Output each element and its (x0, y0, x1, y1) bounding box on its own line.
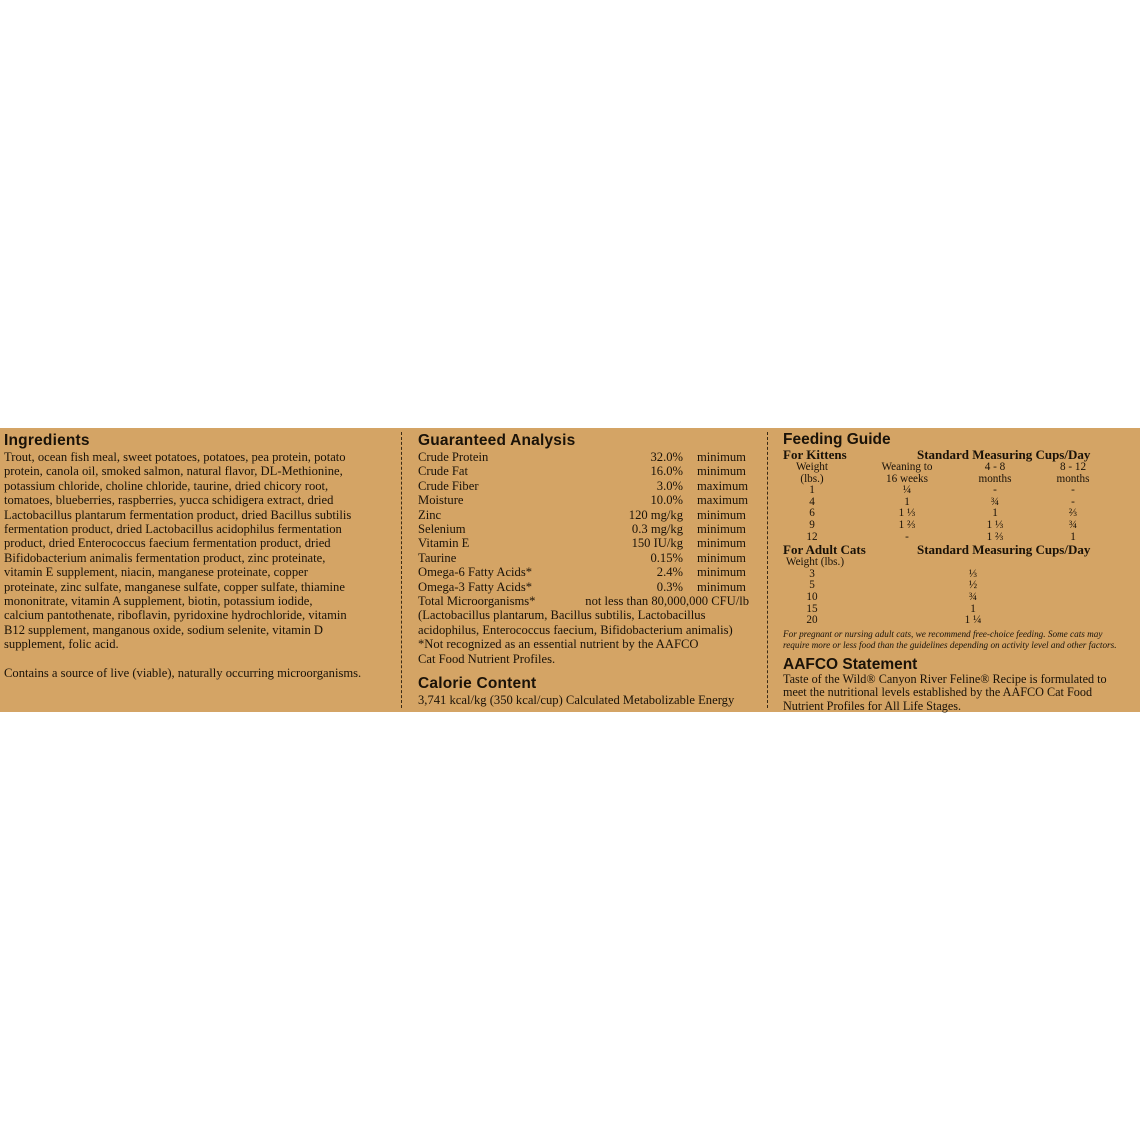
ingredients-line: product, dried Enterococcus faecium fermentation product, dried (4, 536, 331, 551)
calorie-content-title: Calorie Content (418, 674, 537, 692)
header-cell: months (1056, 472, 1090, 485)
table-row (783, 497, 1133, 509)
ingredients-line: calcium pantothenate, riboflavin, pyridoxine hydrochloride, vitamin (4, 608, 347, 623)
ingredients-line: B12 supplement, manganous oxide, sodium selenite, vitamin D (4, 622, 324, 637)
kitten-table-header (783, 462, 1133, 474)
analysis-qualifier: minimum (697, 450, 746, 464)
aafco-line: Nutrient Profiles for All Life Stages. (783, 698, 962, 713)
header-cell: Weaning to (881, 461, 933, 473)
ingredients-section (4, 432, 394, 680)
analysis-value: not less than 80,000,000 CFU/lb (585, 593, 749, 608)
analysis-value: 120 mg/kg (628, 507, 683, 522)
table-row (783, 580, 1133, 592)
table-cell: ¾ (990, 495, 1000, 508)
microorganism-note-line: (Lactobacillus plantarum, Bacillus subtilis, Lactobacillus (418, 608, 706, 623)
analysis-row (418, 565, 753, 579)
feeding-guide-title: Feeding Guide (783, 431, 891, 448)
analysis-qualifier: minimum (697, 550, 746, 565)
analysis-value: 0.3% (656, 579, 683, 594)
analysis-name: Omega-6 Fatty Acids* (418, 565, 533, 580)
table-row (783, 615, 1133, 627)
analysis-row (418, 464, 753, 478)
table-cell: - (1071, 495, 1075, 508)
feeding-guide-section (783, 432, 1133, 713)
ingredients-line: potassium chloride, choline chloride, taurine, dried chicory root, (4, 478, 329, 493)
analysis-qualifier: maximum (697, 493, 749, 508)
analysis-row (418, 479, 753, 493)
table-row (783, 520, 1133, 532)
analysis-name: Crude Fiber (418, 478, 479, 493)
table-cell: 4 (809, 495, 815, 508)
analysis-row (418, 551, 753, 565)
table-row (783, 569, 1133, 581)
kitten-table-header (783, 474, 1133, 486)
analysis-value: 0.3 mg/kg (631, 521, 683, 536)
table-cell: - (905, 530, 909, 543)
ingredients-line: fermentation product, dried Lactobacillus acidophilus fermentation (4, 522, 342, 537)
analysis-name: Selenium (418, 521, 466, 536)
calorie-content-text: 3,741 kcal/kg (350 kcal/cup) Calculated Metabolizable Energy (418, 692, 735, 707)
ingredients-list (4, 450, 394, 652)
total-microorganisms-row (418, 594, 753, 608)
adult-cups-per-day-label: Standard Measuring Cups/Day (917, 542, 1091, 558)
header-cell: 16 weeks (886, 472, 928, 485)
ingredients-line: Trout, ocean fish meal, sweet potatoes, potatoes, pea protein, potato (4, 450, 346, 464)
table-row (783, 485, 1133, 497)
ingredients-line: supplement, folic acid. (4, 637, 119, 652)
analysis-name: Moisture (418, 493, 464, 508)
analysis-name: Omega-3 Fatty Acids* (418, 579, 533, 594)
table-cell: 1 (1070, 530, 1076, 543)
adult-cats-label: For Adult Cats (783, 542, 866, 558)
table-cell: ¼ (902, 484, 912, 497)
ingredients-line: vitamin E supplement, niacin, manganese proteinate, copper (4, 565, 308, 580)
analysis-value: 2.4% (656, 565, 683, 580)
adult-cats-header (783, 543, 1133, 557)
table-cell: 1 ⅔ (986, 530, 1004, 543)
analysis-value: 150 IU/kg (631, 536, 683, 551)
analysis-qualifier: minimum (697, 536, 746, 551)
table-cell: 1 ⅓ (986, 518, 1004, 531)
analysis-table (418, 450, 753, 608)
feeding-note-line: For pregnant or nursing adult cats, we recommend free-choice feeding. Some cats may (783, 628, 1103, 639)
table-cell: 5 (809, 579, 815, 592)
table-cell: 1 (809, 484, 815, 497)
analysis-qualifier: minimum (697, 579, 746, 594)
guaranteed-analysis-title: Guaranteed Analysis (418, 432, 576, 449)
table-cell: 1 ⅓ (898, 507, 916, 520)
kitten-table (783, 462, 1133, 543)
table-cell: ⅔ (1068, 507, 1078, 520)
ingredients-line: proteinate, zinc sulfate, manganese sulfate, copper sulfate, thiamine (4, 579, 345, 594)
analysis-value: 10.0% (650, 493, 683, 508)
header-cell: (lbs.) (800, 472, 824, 485)
aafco-line: Taste of the Wild® Canyon River Feline® Recipe is formulated to (783, 671, 1107, 686)
aafco-statement-title: AAFCO Statement (783, 655, 918, 673)
aafco-line: meet the nutritional levels established by the AAFCO Cat Food (783, 685, 1093, 700)
header-cell: 8 - 12 (1059, 461, 1087, 473)
analysis-qualifier: minimum (697, 521, 746, 536)
analysis-row (418, 450, 753, 464)
analysis-name: Zinc (418, 507, 442, 522)
ingredients-line: Bifidobacterium animalis fermentation product, zinc proteinate, (4, 550, 326, 565)
ingredients-line: tomatoes, blueberries, raspberries, yucca schidigera extract, dried (4, 493, 334, 508)
header-cell: Weight (lbs.) (785, 556, 845, 569)
analysis-value: 32.0% (650, 450, 683, 464)
analysis-name: Total Microorganisms* (418, 593, 536, 608)
aafco-statement-text (783, 673, 1133, 713)
analysis-name: Crude Protein (418, 450, 489, 464)
analysis-value: 0.15% (650, 550, 683, 565)
table-row (783, 592, 1133, 604)
ingredients-title: Ingredients (4, 432, 90, 449)
analysis-row (418, 508, 753, 522)
feeding-note-line: require more or less food than the guidelines depending on activity level and other factors. (783, 639, 1117, 650)
ingredients-line: protein, canola oil, smoked salmon, natural flavor, DL-Methionine, (4, 464, 343, 479)
table-cell: 1 ¼ (964, 614, 982, 627)
table-row (783, 508, 1133, 520)
column-divider-right (767, 432, 768, 708)
ingredients-line: Lactobacillus plantarum fermentation product, dried Bacillus subtilis (4, 507, 352, 522)
analysis-qualifier: minimum (697, 464, 746, 479)
table-cell: 1 (904, 495, 910, 508)
table-cell: 3 (809, 567, 815, 580)
analysis-row (418, 580, 753, 594)
analysis-name: Vitamin E (418, 536, 470, 551)
table-cell: ½ (968, 579, 978, 592)
analysis-row (418, 522, 753, 536)
analysis-qualifier: minimum (697, 565, 746, 580)
header-cell: months (978, 472, 1012, 485)
table-cell: 10 (806, 590, 818, 603)
table-cell: 20 (806, 614, 818, 627)
table-cell: 9 (809, 518, 815, 531)
table-cell: - (1071, 484, 1075, 497)
table-cell: - (993, 484, 997, 497)
table-cell: 15 (806, 602, 818, 615)
analysis-row (418, 536, 753, 550)
table-cell: ⅓ (968, 567, 978, 580)
column-divider-left (401, 432, 402, 708)
adult-table-header (783, 557, 1133, 569)
microorganism-notes (418, 608, 753, 666)
kittens-header (783, 448, 1133, 462)
microorganism-note-line: Cat Food Nutrient Profiles. (418, 651, 556, 666)
table-cell: 6 (809, 507, 815, 520)
header-cell: 4 - 8 (984, 461, 1006, 473)
microorganism-note-line: *Not recognized as an essential nutrient by the AAFCO (418, 637, 699, 652)
table-cell: ¾ (968, 590, 978, 603)
analysis-value: 3.0% (656, 478, 683, 493)
table-cell: 1 (992, 507, 998, 520)
analysis-qualifier: maximum (697, 478, 749, 493)
kittens-label: For Kittens (783, 447, 847, 462)
analysis-name: Crude Fat (418, 464, 469, 479)
ingredients-line: mononitrate, vitamin A supplement, biotin, potassium iodide, (4, 594, 313, 609)
guaranteed-analysis-section (418, 432, 753, 707)
header-cell: Weight (795, 461, 829, 473)
microorganism-note-line: acidophilus, Enterococcus faecium, Bifidobacterium animalis) (418, 622, 733, 637)
analysis-qualifier: minimum (697, 507, 746, 522)
analysis-name: Taurine (418, 550, 457, 565)
table-row (783, 604, 1133, 616)
analysis-value: 16.0% (650, 464, 683, 479)
table-cell: ¾ (1068, 518, 1078, 531)
analysis-row (418, 493, 753, 507)
table-cell: 1 (970, 602, 976, 615)
table-cell: 12 (806, 530, 818, 543)
adult-table (783, 557, 1133, 627)
table-cell: 1 ⅔ (898, 518, 916, 531)
feeding-note (783, 629, 1133, 651)
live-microorganisms-note: Contains a source of live (viable), naturally occurring microorganisms. (4, 665, 362, 680)
cups-per-day-label: Standard Measuring Cups/Day (917, 447, 1091, 462)
